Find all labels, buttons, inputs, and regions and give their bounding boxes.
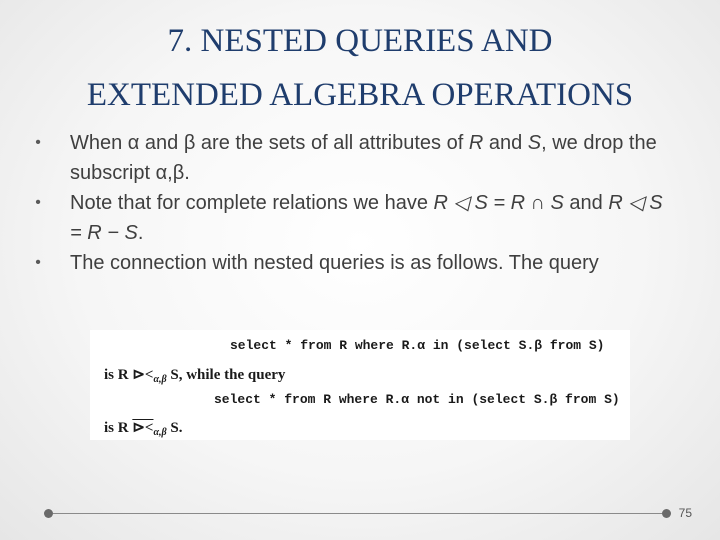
bullet-dot-icon: • xyxy=(35,134,41,151)
slide-title xyxy=(20,14,700,122)
bullet-item-1 xyxy=(28,128,678,188)
bullet-2-expr-2: R ◁ S = R − S xyxy=(70,192,663,244)
figure-line2-sub: α,β xyxy=(153,374,167,385)
semijoin-icon: ⊳< xyxy=(132,367,154,383)
slide-title-line2: EXTENDED ALGEBRA OPERATIONS xyxy=(86,77,634,113)
figure-line2-prefix: is R xyxy=(104,367,129,383)
figure-query-in: select * from R where R.α in (select S.β from S) xyxy=(230,338,605,353)
bullet-item-2 xyxy=(28,188,678,248)
figure-query-not-in: select * from R where R.α not in (select S.β from S) xyxy=(214,392,620,407)
footer-right-dot-icon xyxy=(662,509,671,518)
figure-line4-sub: α,β xyxy=(153,427,167,438)
footer-left-dot-icon xyxy=(44,509,53,518)
page-number: 75 xyxy=(678,506,692,520)
bullet-2-text-a: Note that for complete relations we have xyxy=(70,192,434,214)
bullet-1-s: S xyxy=(527,132,542,154)
footer-rule xyxy=(53,513,662,514)
bullet-1-text-b: and xyxy=(483,132,528,154)
bullet-2-text-b: and xyxy=(563,192,609,214)
bullet-dot-icon: • xyxy=(35,254,41,271)
bullet-3-text: The connection with nested queries is as follows. The query xyxy=(70,252,599,274)
bullet-1-text-c: , we drop the subscript α,β. xyxy=(70,132,657,184)
figure-antijoin-line xyxy=(104,418,182,438)
query-figure xyxy=(90,330,630,440)
bullet-1-r: R xyxy=(468,132,484,154)
figure-line2-suffix: S, while the query xyxy=(170,367,286,383)
figure-line4-prefix: is R xyxy=(104,420,129,436)
slide-title-line1: 7. NESTED QUERIES AND xyxy=(167,23,553,59)
bullet-1-text-a: When α and β are the sets of all attributes of xyxy=(70,132,469,154)
figure-line4-suffix: S. xyxy=(170,420,183,436)
antijoin-icon: ⊳< xyxy=(132,420,154,436)
bullet-item-3 xyxy=(28,248,678,278)
bullet-list xyxy=(28,128,678,278)
bullet-2-text-c: . xyxy=(137,222,144,244)
bullet-dot-icon: • xyxy=(35,194,41,211)
figure-semijoin-line xyxy=(104,365,285,385)
bullet-2-expr-1: R ◁ S = R ∩ S xyxy=(433,192,564,214)
